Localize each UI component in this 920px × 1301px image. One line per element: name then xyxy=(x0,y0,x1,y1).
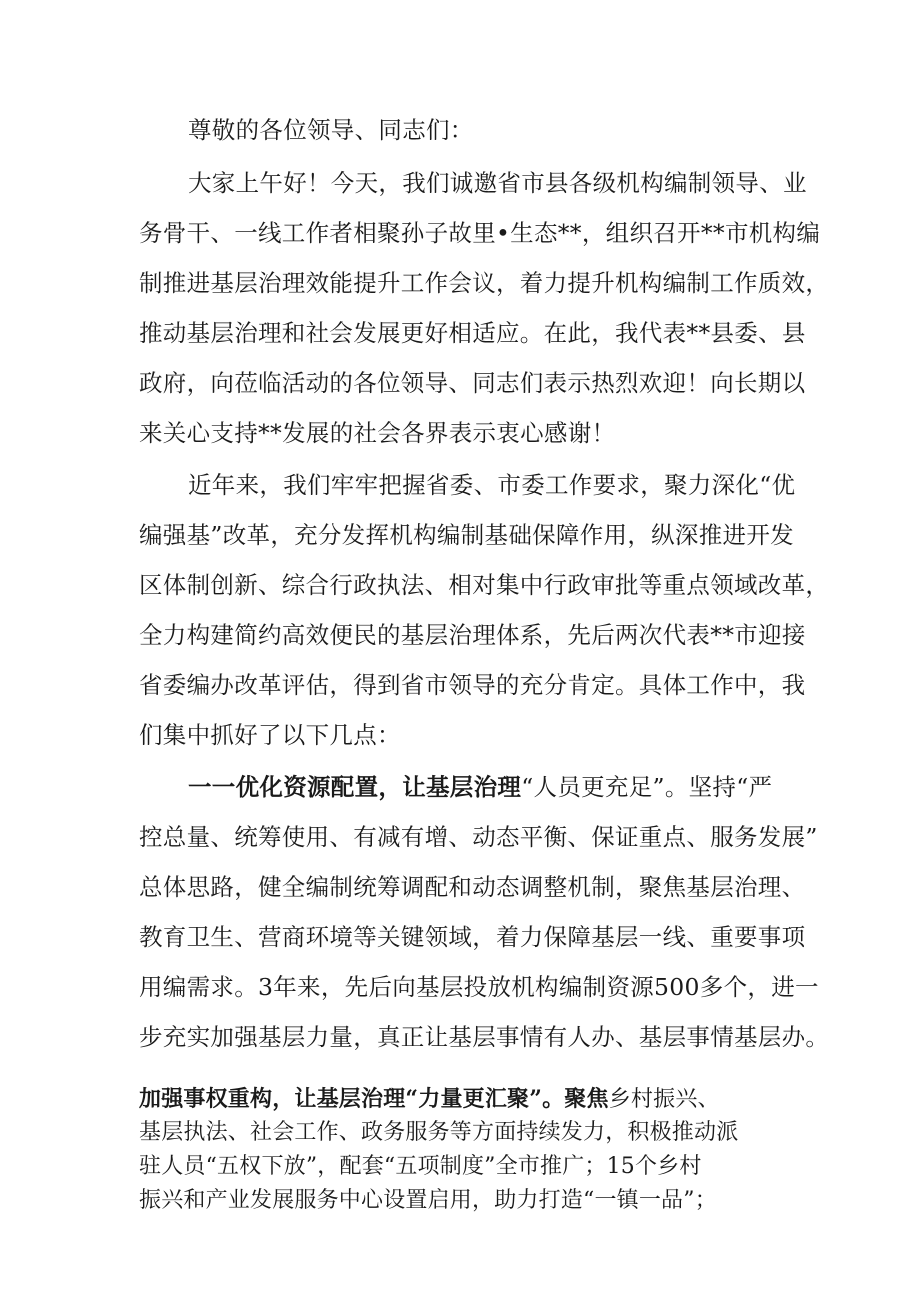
paragraph-line: 务骨干、一线工作者相聚孙子故里•生态**，组织召开**市机构编 xyxy=(139,219,821,247)
paragraph-line: 来关心支持**发展的社会各界表示衷心感谢！ xyxy=(139,419,616,447)
section-heading-rest: “人员更充足”。坚持“严 xyxy=(521,773,773,801)
paragraph-line: 控总量、统筹使用、有减有增、动态平衡、保证重点、服务发展” xyxy=(139,823,818,851)
paragraph-line: 大家上午好！今天，我们诚邀省市县各级机构编制领导、业 xyxy=(188,169,807,197)
section-heading-line xyxy=(139,1084,720,1115)
paragraph-line: 总体思路，健全编制统筹调配和动态调整机制，聚焦基层治理、 xyxy=(139,873,806,901)
paragraph-line: 区体制创新、综合行政执法、相对集中行政审批等重点领域改革， xyxy=(139,571,830,599)
paragraph-line: 制推进基层治理效能提升工作会议，着力提升机构编制工作质效， xyxy=(139,269,830,297)
section-heading-bold: 一一优化资源配置，让基层治理 xyxy=(188,773,522,801)
paragraph-line: 全力构建简约高效便民的基层治理体系，先后两次代表**市迎接 xyxy=(139,621,806,649)
section-heading-bold: 加强事权重构，让基层治理“力量更汇聚”。聚焦 xyxy=(139,1086,609,1112)
paragraph-line: 驻人员“五权下放”，配套“五项制度”全市推广；15个乡村 xyxy=(139,1154,702,1179)
paragraph-line: 步充实加强基层力量，真正让基层事情有人办、基层事情基层办。 xyxy=(139,1023,830,1051)
section-heading-line xyxy=(188,772,772,802)
paragraph-line: 近年来，我们牢牢把握省委、市委工作要求，聚力深化“优 xyxy=(188,471,796,499)
paragraph-line: 们集中抓好了以下几点： xyxy=(139,721,401,749)
paragraph-line: 编强基”改革，充分发挥机构编制基础保障作用，纵深推进开发 xyxy=(139,521,794,549)
paragraph-line: 省委编办改革评估，得到省市领导的充分肯定。具体工作中，我 xyxy=(139,671,806,699)
paragraph-line: 用编需求。3年来，先后向基层投放机构编制资源500多个，进一 xyxy=(139,973,819,1001)
paragraph-line: 振兴和产业发展服务中心设置启用，助力打造“一镇一品”； xyxy=(139,1188,717,1213)
salutation: 尊敬的各位领导、同志们： xyxy=(188,116,474,144)
paragraph-line: 政府，向莅临活动的各位领导、同志们表示热烈欢迎！向长期以 xyxy=(139,369,806,397)
paragraph-line: 基层执法、社会工作、政务服务等方面持续发力，积极推动派 xyxy=(139,1120,739,1145)
paragraph-line: 教育卫生、营商环境等关键领域，着力保障基层一线、重要事项 xyxy=(139,923,806,951)
section-heading-rest: 乡村振兴、 xyxy=(608,1087,720,1112)
paragraph-line: 推动基层治理和社会发展更好相适应。在此，我代表**县委、县 xyxy=(139,319,806,347)
